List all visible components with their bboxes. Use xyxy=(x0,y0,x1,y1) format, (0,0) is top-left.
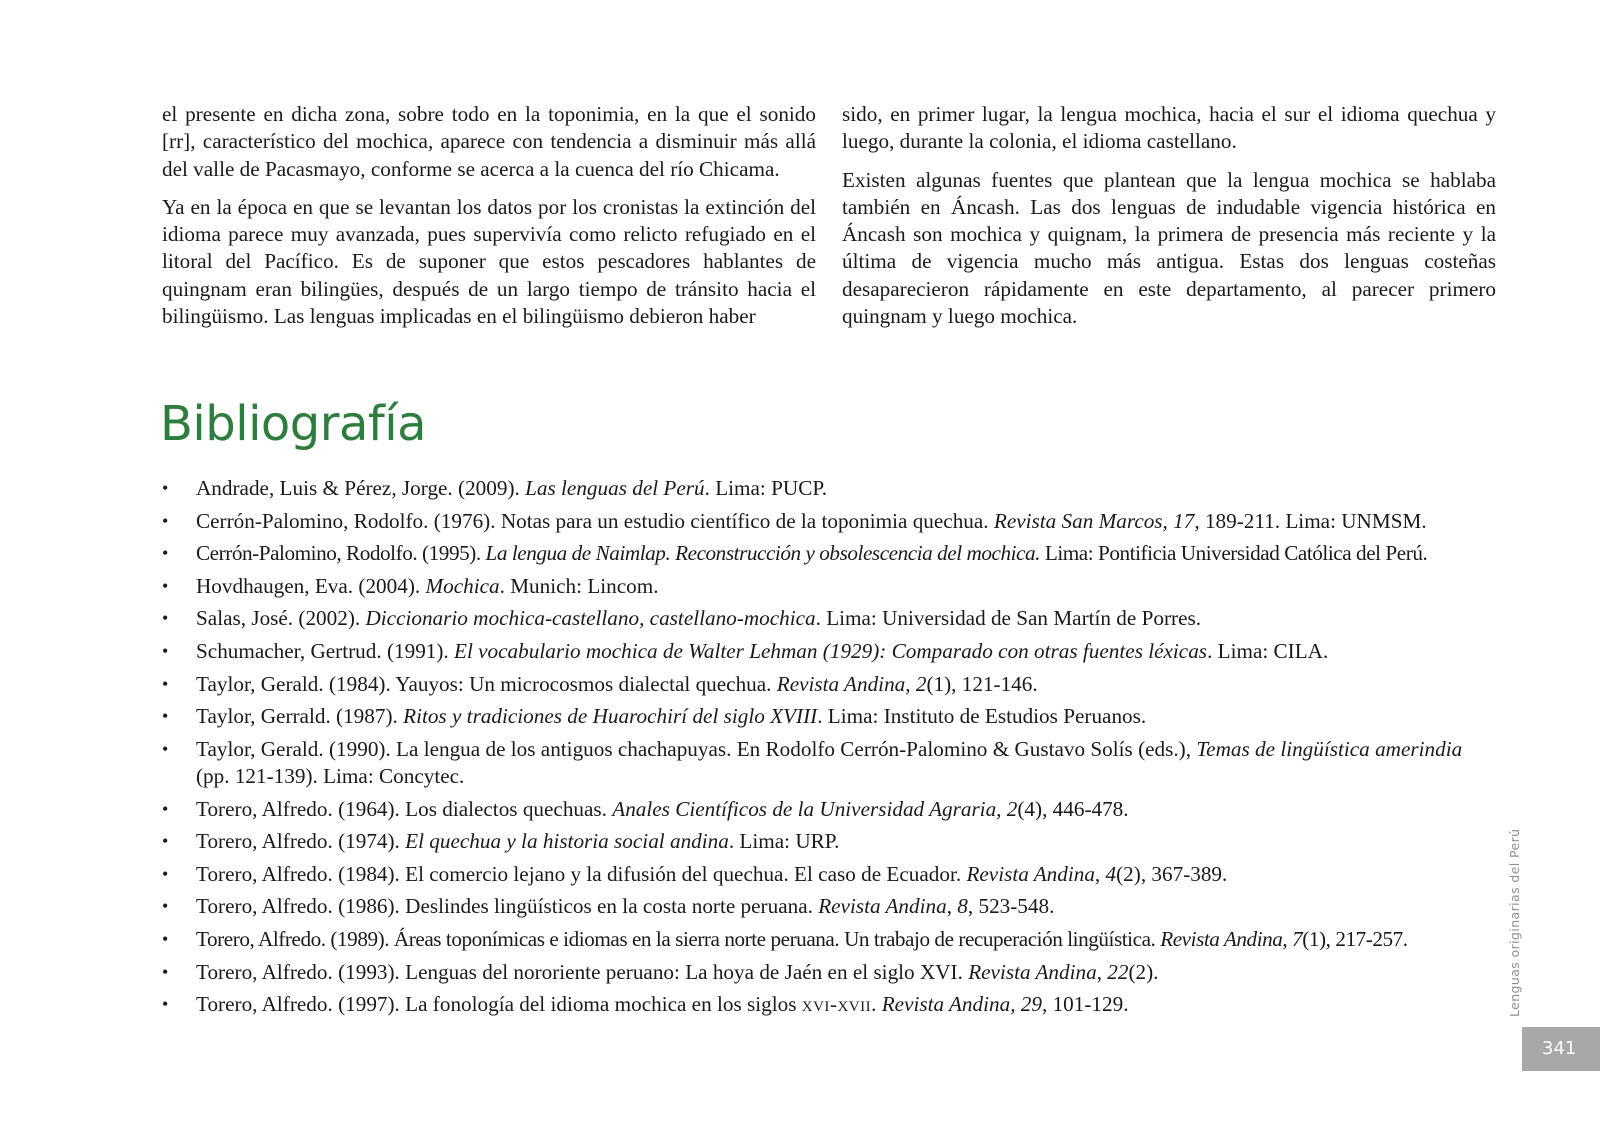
bibliography-entry: • Torero, Alfredo. (1997). La fonología del idioma mochica en los siglos xvi-xvii. Revista Andina, 29, 101-129. xyxy=(162,991,1487,1018)
bibliography-list xyxy=(162,475,1487,1024)
bibliography-entry: • Cerrón-Palomino, Rodolfo. (1995). La lengua de Naimlap. Reconstrucción y obsolescencia del mochica. Lima: Pontificia Universidad Católica del Perú. xyxy=(162,540,1487,567)
bibliography-entry: • Taylor, Gerrald. (1987). Ritos y tradiciones de Huarochirí del siglo XVIII. Lima: Instituto de Estudios Peruanos. xyxy=(162,703,1487,730)
bibliography-entry: • Taylor, Gerald. (1990). La lengua de los antiguos chachapuyas. En Rodolfo Cerrón-Palomino & Gustavo Solís (eds.), Temas de lingüística amerindia (pp. 121-139). Lima: Concytec. xyxy=(162,736,1487,791)
paragraph: Ya en la época en que se levantan los datos por los cronistas la extinción del idioma parece muy avanzada, pues supervivía como relicto refugiado en el litoral del Pacífico. Es de suponer que estos pescadores hablantes de quingnam eran bilingües, después de un largo tiempo de tránsito hacia el bilingüismo. Las lenguas implicadas en el bilingüismo debieron haber xyxy=(162,194,816,329)
left-column xyxy=(162,101,816,341)
bibliography-entry: • Torero, Alfredo. (1986). Deslindes lingüísticos en la costa norte peruana. Revista Andina, 8, 523-548. xyxy=(162,893,1487,920)
bibliography-entry: • Taylor, Gerald. (1984). Yauyos: Un microcosmos dialectal quechua. Revista Andina, 2(1), 121-146. xyxy=(162,671,1487,698)
paragraph: Existen algunas fuentes que plantean que la lengua mochica se hablaba también en Áncash. Las dos lenguas de indudable vigencia histórica en Áncash son mochica y quignam, la primera de presencia más reciente y la última de vigencia mucho más antigua. Estas dos lenguas costeñas desaparecieron rápidamente en este departamento, al parecer primero quingnam y luego mochica. xyxy=(842,167,1496,329)
paragraph: el presente en dicha zona, sobre todo en la toponimia, en la que el sonido [rr], característico del mochica, aparece con tendencia a disminuir más allá del valle de Pacasmayo, conforme se acerca a la cuenca del río Chicama. xyxy=(162,102,816,181)
book-title-side-label: Lenguas originarias del Perú xyxy=(1507,828,1522,1017)
right-column xyxy=(842,101,1496,341)
bibliography-entry: • Hovdhaugen, Eva. (2004). Mochica. Munich: Lincom. xyxy=(162,573,1487,600)
bibliography-entry: • Schumacher, Gertrud. (1991). El vocabulario mochica de Walter Lehman (1929): Comparado con otras fuentes léxicas. Lima: CILA. xyxy=(162,638,1487,665)
bibliography-entry: • Salas, José. (2002). Diccionario mochica-castellano, castellano-mochica. Lima: Universidad de San Martín de Porres. xyxy=(162,605,1487,632)
bibliography-entry: • Torero, Alfredo. (1964). Los dialectos quechuas. Anales Científicos de la Universidad Agraria, 2(4), 446-478. xyxy=(162,796,1487,823)
page-number: 341 xyxy=(1522,1027,1600,1071)
bibliography-entry: • Torero, Alfredo. (1993). Lenguas del nororiente peruano: La hoya de Jaén en el siglo XVI. Revista Andina, 22(2). xyxy=(162,959,1487,986)
bibliography-entry: • Andrade, Luis & Pérez, Jorge. (2009). Las lenguas del Perú. Lima: PUCP. xyxy=(162,475,1487,502)
bibliography-entry: • Torero, Alfredo. (1989). Áreas toponímicas e idiomas en la sierra norte peruana. Un trabajo de recuperación lingüística. Revista Andina, 7(1), 217-257. xyxy=(162,926,1487,953)
bibliography-entry: • Torero, Alfredo. (1984). El comercio lejano y la difusión del quechua. El caso de Ecuador. Revista Andina, 4(2), 367-389. xyxy=(162,861,1487,888)
bibliography-entry: • Cerrón-Palomino, Rodolfo. (1976). Notas para un estudio científico de la toponimia quechua. Revista San Marcos, 17, 189-211. Lima: UNMSM. xyxy=(162,508,1487,535)
bibliography-heading: Bibliografía xyxy=(160,396,427,452)
bibliography-entry: • Torero, Alfredo. (1974). El quechua y la historia social andina. Lima: URP. xyxy=(162,828,1487,855)
paragraph: sido, en primer lugar, la lengua mochica, hacia el sur el idioma quechua y luego, durante la colonia, el idioma castellano. xyxy=(842,102,1496,154)
